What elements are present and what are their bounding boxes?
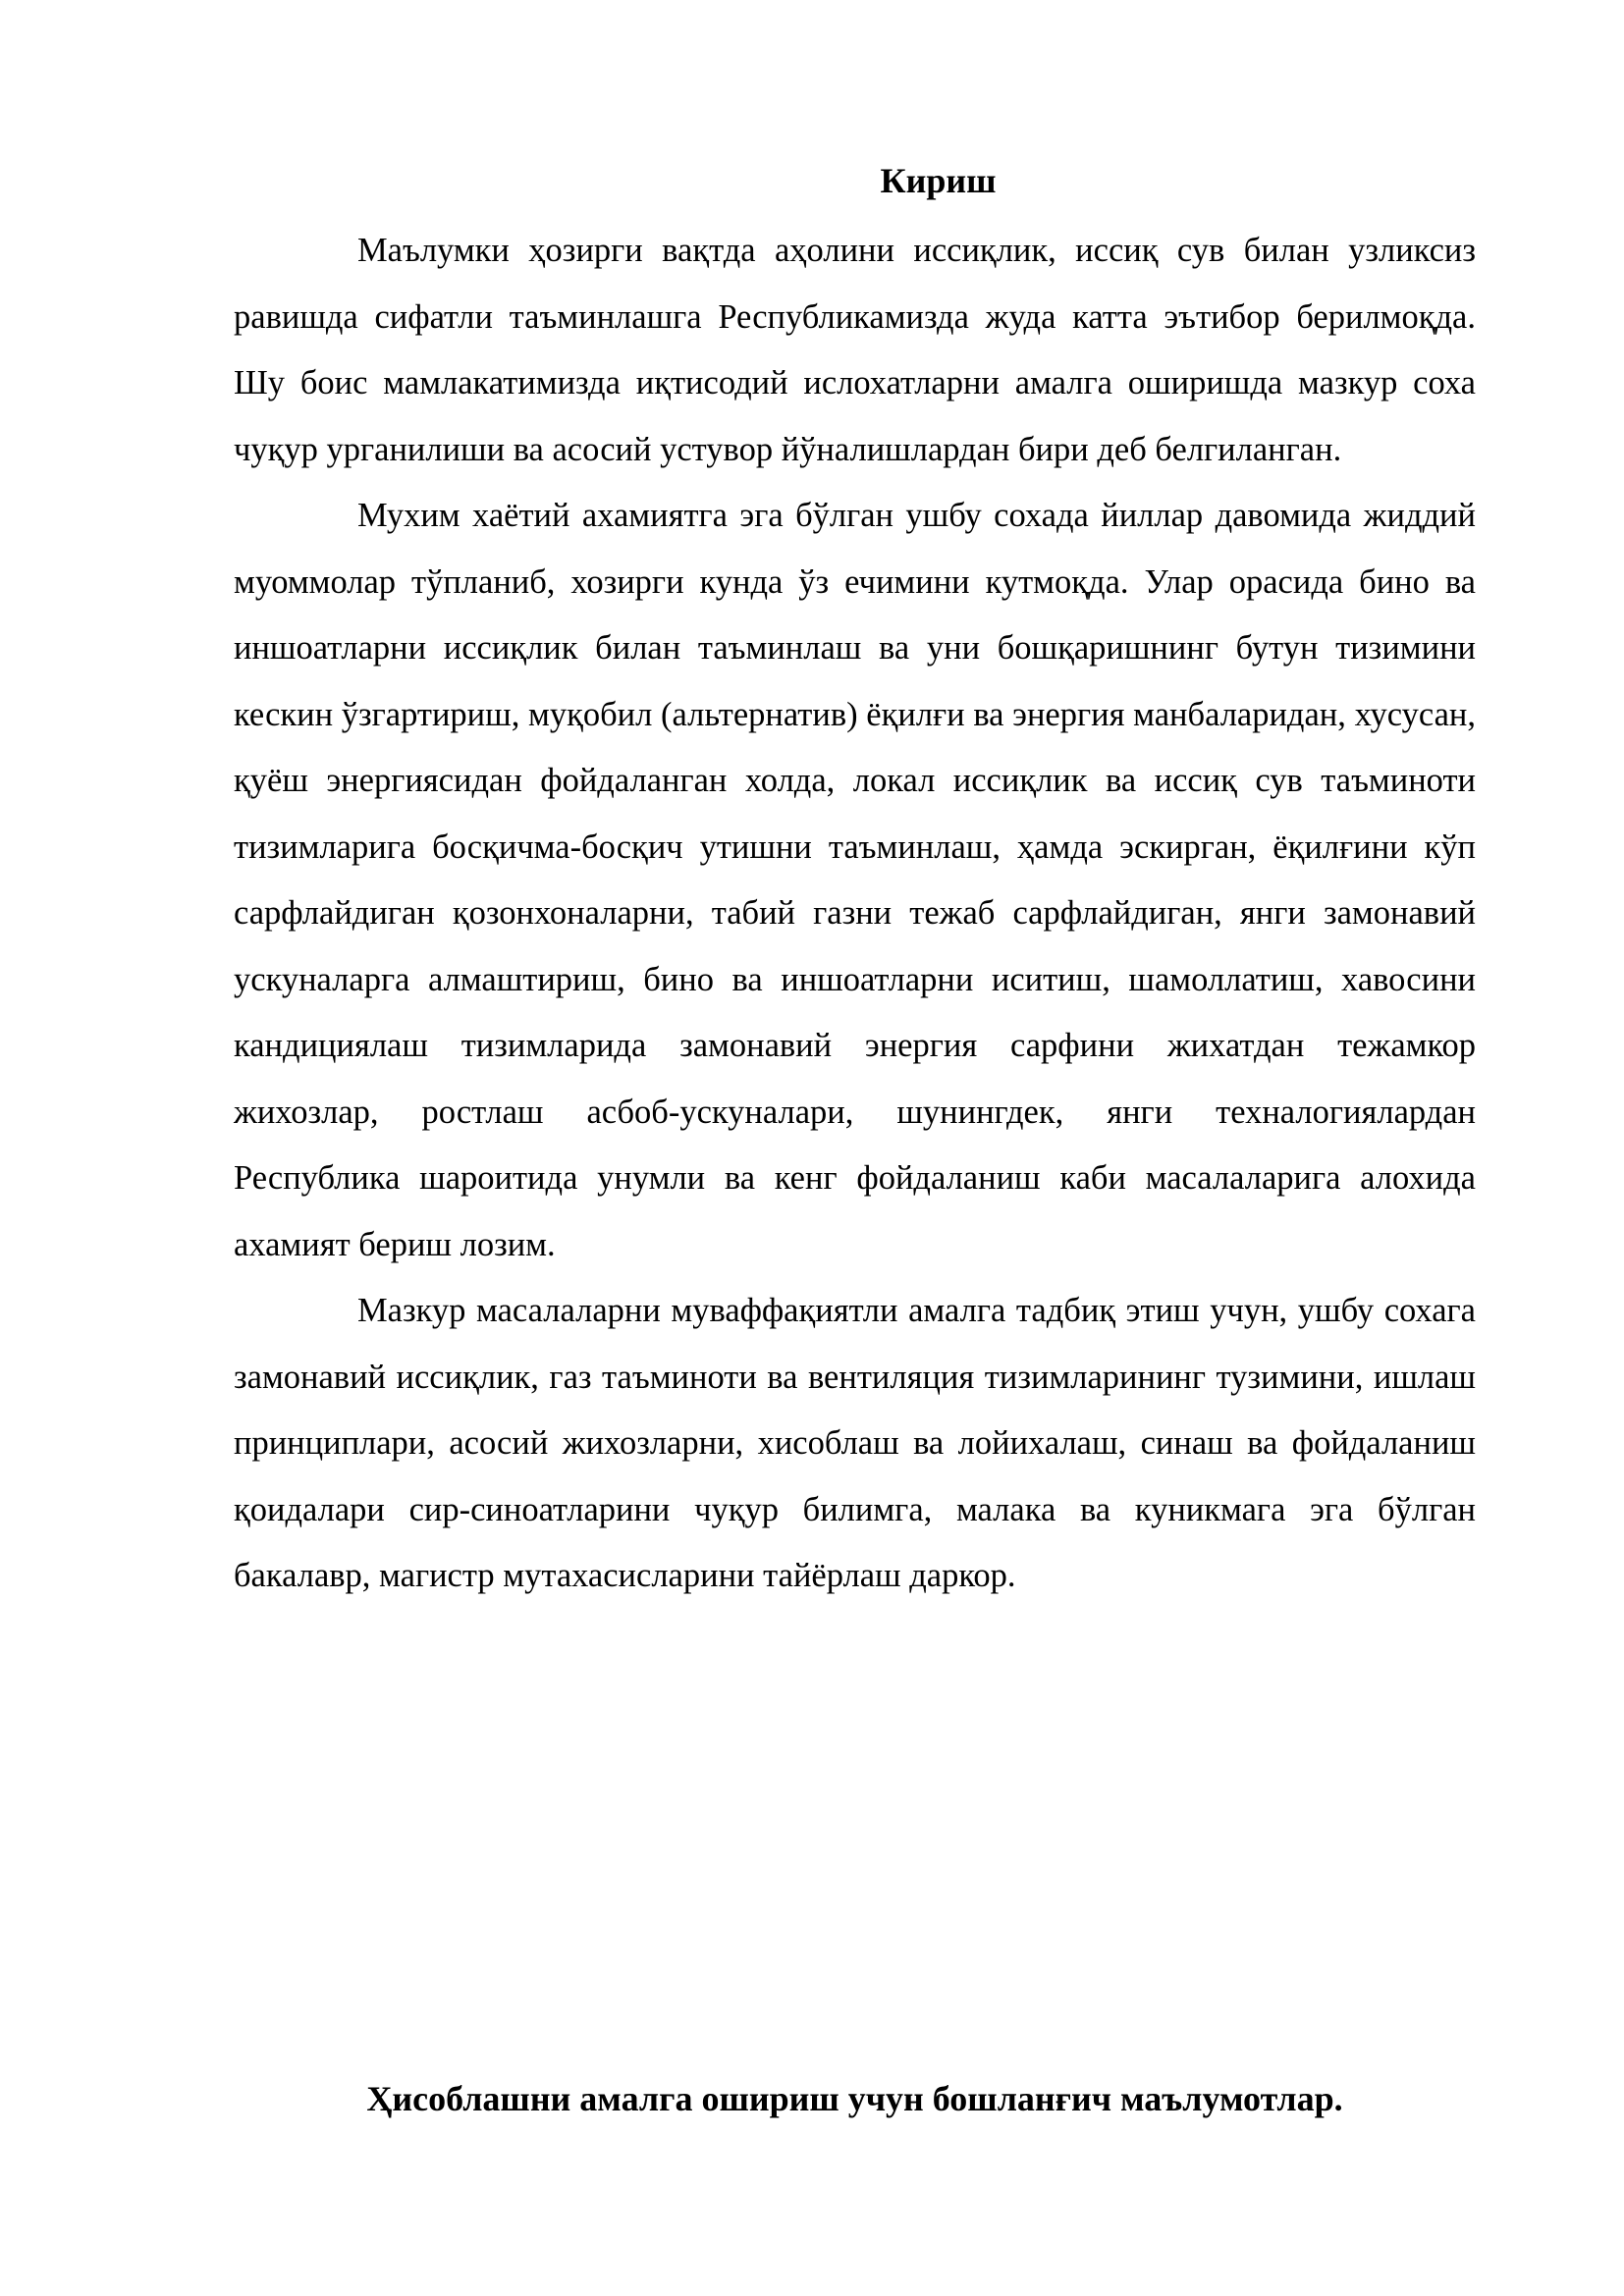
paragraph-1: Маълумки ҳозирги вақтда аҳолини иссиқлик, иссиқ сув билан узликсиз равишда сифатли таъминлашга Республикамизда жуда катта эътибор берилмоқда. Шу боис мамлакатимизда иқтисодий ислохатларни амалга оширишда мазкур соха чуқур урганилиши ва асосий устувор йўналишлардан бири деб белгиланган. [234, 232, 1476, 468]
section-heading: Ҳисоблашни амалга ошириш учун бошланғич маълумотлар. [366, 2079, 1343, 2118]
page-title: Кириш [880, 161, 997, 200]
paragraph-2: Мухим хаётий ахамиятга эга бўлган ушбу сохада йиллар давомида жиддий муоммолар тўпланиб, хозирги кунда ўз ечимини кутмоқда. Улар орасида бино ва иншоатларни иссиқлик билан таъминлаш ва уни бошқаришнинг бутун тизимини кескин ўзгартириш, муқобил (альтернатив) ёқилғи ва энергия манбаларидан, хусусан, қуёш энергиясидан фойдаланган холда, локал иссиқлик ва иссиқ сув таъминоти тизимларига босқичма-босқич утишни таъминлаш, ҳамда эскирган, ёқилғини кўп сарфлайдиган қозонхоналарни, табий газни тежаб сарфлайдиган, янги замонавий ускуналарга алмаштириш, бино ва иншоатларни иситиш, шамоллатиш, хавосини кандициялаш тизимларида замонавий энергия сарфини жихатдан тежамкор жихозлар, ростлаш асбоб-ускуналари, шунингдек, янги техналогиялардан Республика шароитида унумли ва кенг фойдаланиш каби масалаларига алохида ахамият бериш лозим. [234, 497, 1476, 1263]
document-page [234, 157, 1476, 1610]
paragraph-3: Мазкур масалаларни муваффақиятли амалга тадбиқ этиш учун, ушбу сохага замонавий иссиқлик, газ таъминоти ва вентиляция тизимларининг тузимини, ишлаш принциплари, асосий жихозларни, хисоблаш ва лойихалаш, синаш ва фойдаланиш қоидалари сир-синоатларини чуқур билимга, малака ва куникмага эга бўлган бакалавр, магистр мутахасисларини тайёрлаш даркор. [234, 1292, 1476, 1594]
